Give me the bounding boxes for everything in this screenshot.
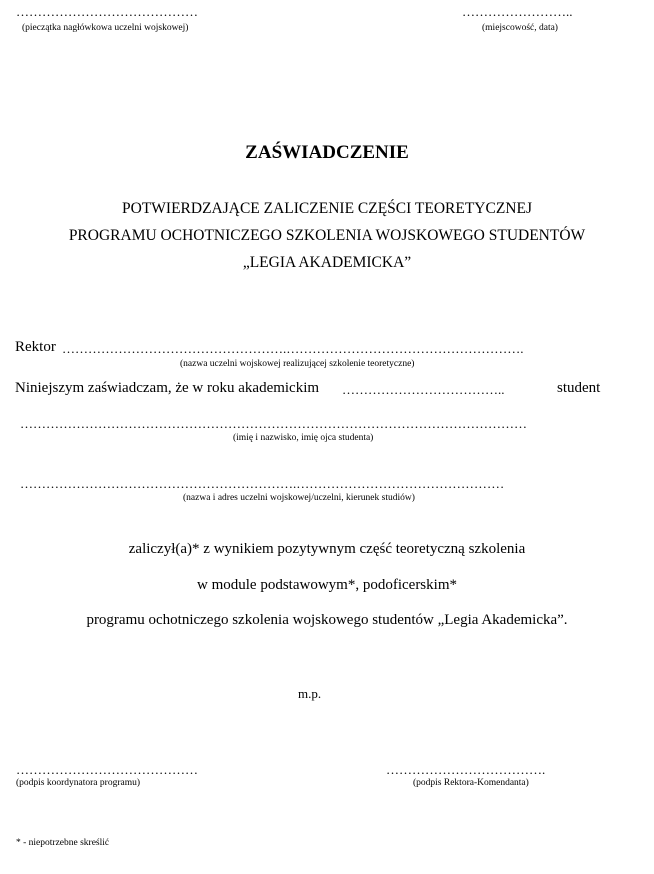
rector-signature-caption: (podpis Rektora-Komendanta) bbox=[413, 778, 529, 788]
document-title: ZAŚWIADCZENIE bbox=[245, 142, 409, 163]
rektor-caption: (nazwa uczelni wojskowej realizującej szkolenie teoretyczne) bbox=[180, 359, 415, 369]
coordinator-signature-dots: …………………………………… bbox=[16, 762, 198, 777]
rektor-dots: …………………………………………….………………………………………………. bbox=[62, 341, 524, 356]
declaration-text: Niniejszym zaświadczam, że w roku akademickim bbox=[15, 380, 320, 396]
declaration-student-word: student bbox=[557, 380, 601, 396]
university-caption: (nazwa i adres uczelni wojskowej/uczelni, kierunek studiów) bbox=[183, 493, 415, 503]
university-dots: ……………………………………………………….………………………………………… bbox=[20, 476, 505, 491]
rector-signature-dots: ………………………………. bbox=[386, 762, 546, 777]
stamp-placeholder-caption: (pieczątka nagłówkowa uczelni wojskowej) bbox=[22, 23, 189, 33]
statement-line-1: zaliczył(a)* z wynikiem pozytywnym część teoretyczną szkolenia bbox=[128, 541, 526, 557]
coordinator-signature-caption: (podpis koordynatora programu) bbox=[16, 778, 140, 788]
footnote: * - niepotrzebne skreślić bbox=[16, 838, 110, 848]
stamp-placeholder-dots: …………………………………… bbox=[16, 4, 198, 19]
subtitle-line-2: PROGRAMU OCHOTNICZEGO SZKOLENIA WOJSKOWEGO STUDENTÓW bbox=[68, 227, 586, 244]
subtitle-line-1: POTWIERDZAJĄCE ZALICZENIE CZĘŚCI TEORETYCZNEJ bbox=[122, 200, 532, 217]
statement-line-3: programu ochotniczego szkolenia wojskowego studentów „Legia Akademicka”. bbox=[86, 612, 568, 628]
place-date-dots: …………………….. bbox=[462, 4, 573, 19]
stamp-place-label: m.p. bbox=[298, 686, 322, 701]
subtitle-line-3: „LEGIA AKADEMICKA” bbox=[242, 254, 412, 271]
statement-line-2: w module podstawowym*, podoficerskim* bbox=[197, 577, 457, 593]
student-name-caption: (imię i nazwisko, imię ojca studenta) bbox=[233, 433, 374, 443]
rektor-label: Rektor bbox=[15, 339, 56, 355]
student-name-dots: ……………………………………………………………………………………………………… bbox=[20, 416, 527, 431]
place-date-caption: (miejscowość, data) bbox=[482, 23, 558, 33]
academic-year-dots: ……………………………….. bbox=[342, 382, 505, 397]
